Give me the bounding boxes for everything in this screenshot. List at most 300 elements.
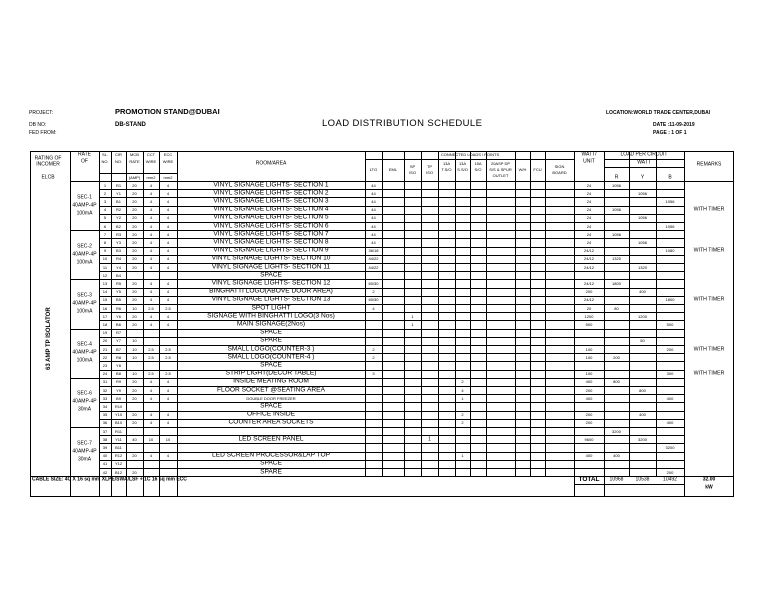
table-row-mcb: 20 bbox=[132, 190, 137, 196]
watt-unit-header: WATT/ bbox=[581, 151, 597, 158]
table-row-ltg: 44/22 bbox=[368, 264, 379, 270]
table-row-watt: 9600 bbox=[584, 436, 594, 442]
tp-header: TP bbox=[426, 164, 433, 169]
table-row-b: 1056 bbox=[665, 199, 675, 204]
table-row-sl: 35 bbox=[102, 412, 108, 418]
table-row-mcb: 10 bbox=[132, 354, 137, 360]
grid-line bbox=[99, 238, 684, 239]
db-name: DB-STAND bbox=[115, 122, 146, 128]
table-row-ltg: 2 bbox=[372, 289, 375, 295]
ecc-mm2-header: mm2 bbox=[163, 175, 173, 180]
table-row-watt: 24 bbox=[586, 207, 592, 213]
grid-line bbox=[99, 263, 684, 264]
table-row-mcb: 10 bbox=[132, 305, 137, 311]
grid-line bbox=[99, 443, 684, 444]
table-row-watt: 24/12 bbox=[583, 281, 595, 286]
table-row-ltg: 3 bbox=[372, 371, 375, 377]
table-row-y: 800 bbox=[639, 387, 646, 393]
table-row-cct: 4 bbox=[149, 297, 153, 303]
grid-line bbox=[70, 427, 99, 428]
table-row-b: 1800 bbox=[665, 297, 675, 303]
table-row-room: COUNTER AREA SOCKETS bbox=[228, 419, 314, 427]
grid-line bbox=[99, 460, 684, 461]
table-row-mcb: 20 bbox=[132, 379, 137, 385]
table-row-y: 1056 bbox=[638, 240, 647, 245]
table-row-sl: 21 bbox=[102, 346, 108, 352]
table-row-sl: 40 bbox=[102, 453, 108, 459]
table-row-ecc: 4 bbox=[166, 379, 170, 385]
table-row-mcb: 20 bbox=[132, 453, 137, 459]
grid-line bbox=[99, 345, 684, 346]
table-row-watt: 200 bbox=[585, 289, 593, 295]
table-row-remarks: WITH TIMER bbox=[693, 247, 725, 254]
isolator-label: 63 AMP TP ISOLATOR bbox=[46, 307, 52, 370]
table-row-mcb: 20 bbox=[132, 322, 137, 327]
table-row-mcb: 20 bbox=[132, 420, 137, 426]
table-row-sl: 22 bbox=[102, 354, 108, 360]
table-row-13a: 2 bbox=[461, 379, 464, 385]
y-header: Y bbox=[640, 174, 645, 181]
table-row-sl: 15 bbox=[102, 297, 108, 303]
table-row-y: 50 bbox=[640, 338, 645, 344]
table-row-ecc: 4 bbox=[166, 412, 170, 418]
total-label: TOTAL bbox=[578, 475, 600, 483]
table-row-cir: B12 bbox=[114, 469, 123, 475]
fed-from-label: FED FROM: bbox=[29, 130, 57, 136]
table-row-13a: 4 bbox=[461, 387, 464, 393]
table-row-remarks: WITH TIMER bbox=[693, 296, 725, 303]
grid-line bbox=[99, 206, 684, 207]
a13-tso-header: T.S/O bbox=[441, 167, 452, 172]
grid-line bbox=[99, 361, 684, 362]
table-row-mcb: 20 bbox=[132, 289, 137, 295]
table-row-cir: R10 bbox=[114, 404, 123, 409]
table-row-y: 400 bbox=[639, 412, 646, 418]
table-row-mcb: 20 bbox=[132, 199, 137, 204]
table-row-sl: 14 bbox=[102, 289, 108, 295]
table-row-cir: B10 bbox=[114, 420, 123, 426]
table-row-ltg: 44 bbox=[371, 190, 376, 196]
table-row-cct: 4 bbox=[149, 231, 153, 237]
cir-no-header: NO. bbox=[114, 159, 123, 164]
table-row-r: 1800 bbox=[612, 281, 621, 286]
cct-wire-header: WIRE bbox=[145, 159, 157, 164]
grid-line bbox=[159, 151, 160, 497]
table-row-watt: 200 bbox=[585, 412, 593, 418]
table-row-ltg: 36/18 bbox=[368, 248, 379, 254]
table-row-ltg: 44 bbox=[371, 240, 376, 245]
table-row-watt: 200 bbox=[585, 420, 593, 426]
table-row-watt: 400 bbox=[585, 453, 593, 459]
table-row-room: DOUBLE DOOR FREEZER bbox=[246, 395, 296, 401]
table-row-watt: 500 bbox=[585, 322, 593, 327]
table-row-cir: B5 bbox=[116, 297, 121, 303]
table-row-cct: 4 bbox=[149, 395, 153, 401]
table-row-room: VINYL SIGNAGE LIGHTS- SECTION 9 bbox=[213, 246, 329, 254]
watt-header: WATT bbox=[637, 159, 651, 166]
sign-header: SIGN bbox=[554, 164, 565, 169]
grid-line bbox=[574, 484, 684, 485]
grid-line bbox=[99, 288, 684, 289]
table-row-mcb: 40 bbox=[132, 436, 137, 442]
grid-line bbox=[99, 353, 684, 354]
total-kw-unit: kW bbox=[705, 484, 713, 491]
grid-line bbox=[99, 370, 684, 371]
table-row-sl: 7 bbox=[103, 231, 107, 237]
table-row-r: 1056 bbox=[612, 182, 621, 188]
table-row-sl: 10 bbox=[102, 256, 108, 262]
table-row-watt: 24 bbox=[586, 182, 592, 188]
cct-mm2-header: mm2 bbox=[146, 175, 156, 180]
table-row-room: SPARE bbox=[260, 337, 282, 345]
table-row-b: 200 bbox=[666, 346, 674, 352]
table-row-sl: 18 bbox=[102, 322, 108, 327]
table-row-cir: R12 bbox=[114, 453, 123, 459]
table-row-cct: 4 bbox=[149, 412, 153, 418]
section-elcb: 30mA bbox=[77, 406, 92, 413]
incomer-header: INCOMER bbox=[36, 161, 60, 168]
total-r: 10968 bbox=[609, 476, 624, 483]
grid-line bbox=[99, 419, 684, 420]
grid-line bbox=[99, 312, 684, 313]
table-row-mcb: 20 bbox=[132, 412, 137, 418]
table-row-watt: 100 bbox=[585, 371, 593, 377]
grid-line bbox=[99, 337, 684, 338]
sp-header: SP bbox=[409, 164, 416, 169]
load-per-circuit-header: LOAD PER CIRCUIT bbox=[620, 151, 668, 158]
section-elcb: 100mA bbox=[76, 357, 93, 364]
room-header: ROOM/AREA bbox=[255, 160, 287, 167]
table-row-cct: 10 bbox=[148, 436, 154, 442]
table-row-cct: 4 bbox=[149, 313, 153, 319]
table-row-watt: 24/12 bbox=[583, 297, 595, 303]
table-row-cir: Y4 bbox=[116, 264, 121, 270]
grid-line bbox=[111, 151, 112, 497]
grid-line bbox=[70, 181, 734, 182]
grid-line bbox=[99, 197, 684, 198]
table-row-ltg: 44 bbox=[371, 231, 376, 237]
table-row-room: VINYL SIGNAGE LIGHTS- SECTION 2 bbox=[213, 189, 329, 197]
a15-so-header: S/O bbox=[474, 167, 482, 172]
grid-line bbox=[30, 151, 31, 497]
table-row-13a: 1 bbox=[461, 453, 464, 459]
table-row-sl: 9 bbox=[103, 248, 107, 254]
table-row-y: 1056 bbox=[638, 190, 647, 196]
table-row-ecc: 2.5 bbox=[165, 354, 171, 360]
table-row-cct: 2.5 bbox=[148, 371, 154, 377]
table-row-cir: B8 bbox=[116, 371, 121, 377]
table-row-room: SPACE bbox=[260, 402, 282, 410]
table-row-watt: 24 bbox=[586, 215, 592, 221]
table-row-y: 400 bbox=[639, 289, 646, 295]
grid-line bbox=[143, 151, 144, 497]
b-header: B bbox=[668, 174, 672, 181]
table-row-mcb: 20 bbox=[132, 215, 137, 221]
section-name: SEC-3 bbox=[77, 292, 92, 299]
grid-line bbox=[99, 222, 684, 223]
table-row-cir: B1 bbox=[116, 199, 121, 204]
table-row-cct: 4 bbox=[149, 379, 153, 385]
db-no-label: DB NO: bbox=[29, 122, 47, 128]
table-row-sl: 41 bbox=[102, 461, 108, 467]
table-row-sl: 38 bbox=[102, 436, 108, 442]
grid-line bbox=[99, 320, 684, 321]
table-row-ecc: 4 bbox=[166, 387, 170, 393]
table-row-sl: 16 bbox=[102, 305, 108, 311]
table-row-ecc: 4 bbox=[166, 453, 170, 459]
grid-line bbox=[604, 151, 605, 497]
total-b: 10492 bbox=[663, 476, 677, 483]
table-row-mcb: 20 bbox=[132, 387, 137, 393]
table-row-sl: 34 bbox=[102, 404, 108, 409]
grid-line bbox=[99, 247, 684, 248]
table-row-room: OFFICE INSIDE bbox=[247, 410, 295, 418]
table-row-room: LED SCREEN PROCESSOR&LAP TOP bbox=[212, 451, 330, 459]
table-row-cct: 4 bbox=[149, 199, 153, 204]
table-row-sl: 33 bbox=[102, 395, 108, 401]
a15-header: 15A bbox=[474, 161, 482, 166]
table-row-mcb: 10 bbox=[132, 346, 137, 352]
table-row-cct: 4 bbox=[149, 248, 153, 254]
table-row-sl: 32 bbox=[102, 387, 108, 393]
table-row-cct: 4 bbox=[149, 223, 153, 229]
table-row-sl: 6 bbox=[103, 223, 107, 229]
sl-header: SL. bbox=[101, 152, 109, 157]
cir-header: CIR bbox=[115, 152, 122, 157]
table-row-cir: Y10 bbox=[114, 412, 123, 418]
section-name: SEC-2 bbox=[77, 243, 92, 250]
table-row-ecc: 4 bbox=[166, 240, 170, 245]
fcu-header: FCU bbox=[533, 167, 542, 172]
connected-header: CONNECTED LOADS / POINTS bbox=[440, 152, 500, 157]
table-row-sl: 12 bbox=[102, 272, 108, 278]
table-row-cir: R9 bbox=[115, 379, 122, 385]
table-row-b: 1056 bbox=[665, 223, 675, 229]
table-row-b: 1080 bbox=[665, 248, 675, 254]
table-row-sl: 11 bbox=[102, 264, 108, 270]
table-row-mcb: 20 bbox=[132, 207, 137, 213]
spur-ss-header: S/S & SPUR bbox=[489, 167, 512, 172]
table-row-ltg: 44 bbox=[371, 199, 376, 204]
project-label: PROJECT: bbox=[29, 110, 54, 116]
grid-line bbox=[30, 496, 734, 497]
table-row-ecc: 4 bbox=[166, 313, 170, 319]
table-row-sl: 42 bbox=[102, 469, 108, 475]
grid-line bbox=[684, 151, 685, 497]
table-row-ecc: 4 bbox=[166, 395, 170, 401]
table-row-room: VINYL SIGNAGE LIGHTS- SECTION 11 bbox=[211, 263, 331, 271]
table-row-ltg: 44 bbox=[371, 207, 376, 213]
table-row-mcb: 10 bbox=[132, 371, 137, 377]
table-row-ecc: 4 bbox=[166, 297, 170, 303]
table-row-sl: 1 bbox=[103, 182, 107, 188]
table-row-ecc: 2.5 bbox=[165, 346, 171, 352]
table-row-mcb: 20 bbox=[132, 297, 137, 303]
table-row-13a: 2 bbox=[461, 420, 464, 426]
table-row-sl: 4 bbox=[103, 207, 107, 213]
table-row-watt: 100 bbox=[585, 346, 593, 352]
table-row-room: MAIN SIGNAGE(2Nos) bbox=[236, 320, 306, 328]
table-row-sl: 20 bbox=[102, 338, 108, 344]
ltg-header: LTG bbox=[369, 167, 378, 172]
section-rating: 40AMP-4P bbox=[72, 349, 97, 356]
a13-header: 13A bbox=[442, 161, 451, 166]
table-row-room: SPACE bbox=[260, 361, 282, 369]
table-row-room: VINYL SIGNAGE LIGHTS- SECTION 5 bbox=[213, 214, 329, 222]
grid-line bbox=[733, 151, 734, 497]
grid-line bbox=[99, 296, 684, 297]
section-name: SEC-4 bbox=[77, 341, 92, 348]
section-rating: 40AMP-4P bbox=[72, 398, 97, 405]
table-row-cir: B4 bbox=[116, 272, 121, 278]
table-row-watt: 24 bbox=[586, 240, 592, 245]
table-row-y: 1200 bbox=[638, 313, 647, 319]
table-row-mcb: 20 bbox=[132, 240, 137, 245]
table-row-watt: 24/12 bbox=[583, 264, 595, 270]
table-row-sl: 5 bbox=[103, 215, 107, 221]
table-row-r: 200 bbox=[613, 354, 620, 360]
table-row-room: VINYL SIGNAGE LIGHTS- SECTION 3 bbox=[213, 197, 329, 205]
table-row-room: SPACE bbox=[260, 328, 282, 336]
table-row-cir: Y12 bbox=[114, 461, 123, 467]
table-row-ecc: 2.5 bbox=[165, 371, 171, 377]
grid-line bbox=[365, 159, 574, 160]
table-row-mcb: 10 bbox=[132, 338, 137, 344]
table-row-cir: Y8 bbox=[116, 363, 121, 368]
table-row-y: 3200 bbox=[638, 436, 647, 442]
table-row-ecc: 4 bbox=[166, 215, 170, 221]
table-row-watt: 400 bbox=[585, 379, 593, 385]
table-row-ltg: 44/22 bbox=[368, 256, 379, 262]
table-row-sp: 1 bbox=[411, 313, 414, 319]
table-row-room: INSIDE MEATING ROOM bbox=[233, 378, 309, 386]
table-row-sl: 31 bbox=[102, 379, 108, 385]
table-row-13a: 2 bbox=[461, 412, 464, 418]
table-row-room: SPOT LIGHT bbox=[251, 304, 291, 312]
grid-line bbox=[99, 402, 684, 403]
grid-line bbox=[70, 151, 71, 497]
ecc-wire-header: WIRE bbox=[162, 159, 174, 164]
table-row-cct: 4 bbox=[149, 289, 153, 295]
rate-header: RATE bbox=[78, 151, 91, 158]
section-elcb: 100mA bbox=[76, 308, 93, 315]
table-row-sl: 13 bbox=[102, 281, 108, 286]
table-row-room: VINYL SIGNAGE LIGHTS- SECTION 12 bbox=[211, 279, 331, 287]
table-row-room: SPACE bbox=[260, 271, 282, 279]
table-row-cir: R3 bbox=[115, 231, 122, 237]
table-row-cir: Y3 bbox=[116, 240, 121, 245]
table-row-ecc: 4 bbox=[166, 207, 170, 213]
grid-line bbox=[99, 452, 684, 453]
table-row-room: VINYL SIGNAGE LIGHTS- SECTION 8 bbox=[213, 238, 329, 246]
table-row-r: 800 bbox=[613, 379, 620, 385]
grid-line bbox=[99, 230, 684, 231]
grid-line bbox=[574, 151, 575, 497]
sp-iso-header: ISO bbox=[409, 170, 416, 175]
table-row-room: STRIP LIGHT(DECOR TABLE) bbox=[225, 369, 317, 377]
table-row-r: 80 bbox=[614, 305, 619, 311]
table-row-sl: 3 bbox=[103, 199, 107, 204]
table-row-r: 1056 bbox=[612, 231, 621, 237]
table-row-b: 300 bbox=[666, 371, 674, 377]
table-row-room: VINYL SIGNAGE LIGHTS- SECTION 1 bbox=[213, 181, 329, 189]
spur-header: 20ASP DP bbox=[490, 161, 511, 166]
table-row-watt: 200 bbox=[585, 387, 593, 393]
table-row-cir: R2 bbox=[115, 207, 122, 213]
table-row-cct: 4 bbox=[149, 240, 153, 245]
cable-size: CABLE SIZE: 4C X 16 sq mm XLPE/SWA/LSF + 1C 16 sq mm ECC bbox=[32, 476, 187, 483]
mcb-rate-header: RATE bbox=[129, 159, 140, 164]
table-row-ltg: 2 bbox=[372, 354, 375, 360]
total-kw: 32.00 bbox=[702, 476, 716, 483]
table-row-watt: 24/12 bbox=[583, 248, 595, 254]
section-name: SEC-6 bbox=[77, 390, 92, 397]
total-y: 10538 bbox=[635, 476, 650, 483]
table-row-watt: 24 bbox=[586, 190, 592, 196]
table-row-ecc: 4 bbox=[166, 199, 170, 204]
table-row-cct: 2.5 bbox=[148, 354, 154, 360]
table-row-mcb: 20 bbox=[132, 281, 137, 286]
table-row-cct: 4 bbox=[149, 387, 153, 393]
cct-header: CCT bbox=[146, 152, 156, 157]
grid-line bbox=[99, 214, 684, 215]
table-row-cir: R8 bbox=[115, 354, 122, 360]
table-row-sl: 24 bbox=[102, 371, 108, 377]
table-row-sl: 37 bbox=[102, 428, 108, 434]
table-row-mcb: 20 bbox=[132, 223, 137, 229]
grid-line bbox=[99, 435, 684, 436]
table-row-watt: 24/12 bbox=[583, 256, 595, 262]
table-row-ecc: 4 bbox=[166, 248, 170, 254]
table-row-cir: Y11 bbox=[115, 436, 122, 442]
section-rating: 40AMP-4P bbox=[72, 448, 97, 455]
table-row-r: 1056 bbox=[612, 207, 621, 213]
table-row-ltg: 60/30 bbox=[368, 281, 379, 286]
table-row-room: SMALL LOGO(COUNTER-3 ) bbox=[227, 345, 315, 353]
table-row-sl: 23 bbox=[102, 363, 108, 368]
table-row-r: 1320 bbox=[612, 256, 621, 262]
table-row-13a: 1 bbox=[461, 395, 464, 401]
eml-header: EML bbox=[388, 167, 398, 172]
table-row-ecc: 4 bbox=[166, 190, 170, 196]
table-row-r: 400 bbox=[613, 453, 620, 459]
table-row-room: SPARE bbox=[260, 468, 282, 476]
table-row-ecc: 4 bbox=[166, 322, 170, 327]
table-row-sl: 36 bbox=[102, 420, 108, 426]
table-row-ltg: 4 bbox=[372, 305, 375, 311]
load-schedule-table bbox=[30, 151, 734, 497]
table-row-cir: B7 bbox=[116, 346, 121, 352]
table-row-cir: R5 bbox=[115, 281, 122, 286]
grid-line bbox=[70, 378, 99, 379]
section-elcb: 100mA bbox=[76, 259, 93, 266]
table-row-ltg: 2 bbox=[372, 346, 375, 352]
table-row-watt: 400 bbox=[585, 395, 593, 401]
table-row-room: SMALL LOGO(COUNTER-4 ) bbox=[227, 353, 315, 361]
grid-line bbox=[99, 151, 100, 497]
table-row-cct: 4 bbox=[149, 190, 153, 196]
table-row-sl: 2 bbox=[103, 190, 107, 196]
table-row-cct: 4 bbox=[149, 207, 153, 213]
table-row-ecc: 4 bbox=[166, 223, 170, 229]
table-row-room: VINYL SIGNAGE LIGHTS- SECTION 13 bbox=[211, 296, 331, 304]
grid-line bbox=[99, 378, 684, 379]
grid-line bbox=[177, 151, 178, 497]
date: DATE :11-09-2019 bbox=[653, 122, 695, 128]
table-row-cir: B3 bbox=[116, 248, 121, 254]
table-row-watt: 20 bbox=[586, 305, 592, 311]
grid-line bbox=[99, 394, 684, 395]
